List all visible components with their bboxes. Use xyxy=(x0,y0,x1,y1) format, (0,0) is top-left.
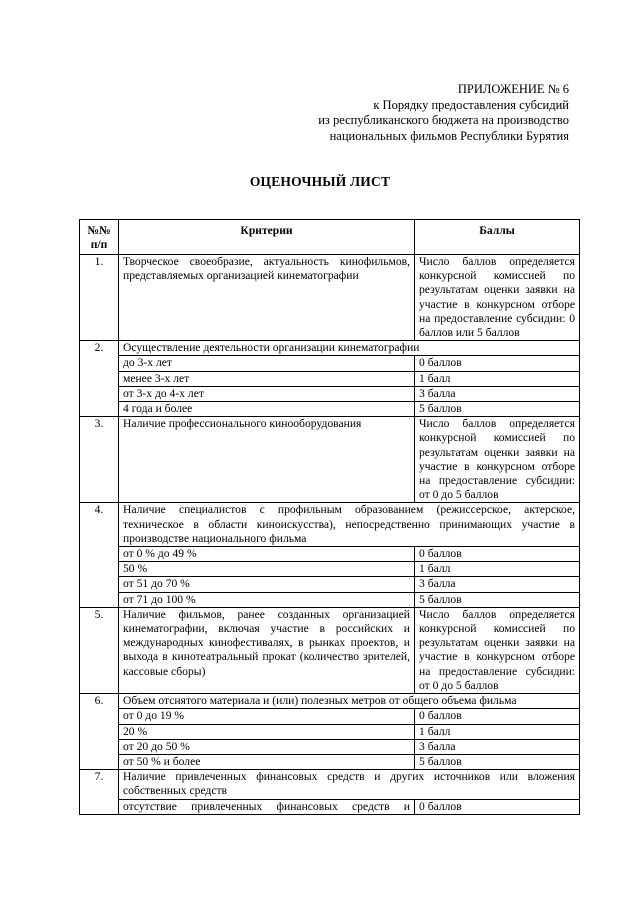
range-cell: от 0 % до 49 % xyxy=(119,547,415,562)
points-cell: 5 баллов xyxy=(415,592,580,607)
appendix-line: национальных фильмов Республики Бурятия xyxy=(329,128,569,143)
range-cell: от 20 до 50 % xyxy=(119,739,415,754)
criterion-text: Творческое своеобразие, актуальность кинофильмов, представляемых организацией кинематографии xyxy=(119,255,415,341)
table-row xyxy=(80,341,580,356)
range-cell: от 3-х до 4-х лет xyxy=(119,386,415,401)
range-cell: от 0 до 19 % xyxy=(119,709,415,724)
range-cell: от 50 % и более xyxy=(119,754,415,769)
table-row xyxy=(80,770,580,799)
points-cell: 0 баллов xyxy=(415,547,580,562)
table-subrow xyxy=(80,371,580,386)
table-subrow xyxy=(80,709,580,724)
appendix-line: к Порядку предоставления субсидий xyxy=(373,97,569,112)
column-header-criteria: Критерии xyxy=(119,220,415,255)
criterion-text: Наличие фильмов, ранее созданных организацией кинематографии, включая участие в российских и международных кинофестивалях, в рынках проектов, и выхода в кинотеатральный прокат (количество зрителей, кассовые сборы) xyxy=(119,607,415,693)
row-number: 6. xyxy=(80,694,119,770)
column-header-number-line1: №№ xyxy=(87,224,111,237)
criterion-text: Объем отснятого материала и (или) полезных метров от общего объема фильма xyxy=(119,694,580,709)
criterion-text: Наличие специалистов с профильным образованием (режиссерское, актерское, техническое в области киноискусства), непосредственно принимающих участие в производстве национального фильма xyxy=(119,503,580,547)
table-header-row xyxy=(80,220,580,255)
column-header-points: Баллы xyxy=(415,220,580,255)
row-number: 4. xyxy=(80,503,119,607)
evaluation-table xyxy=(79,219,580,815)
table-subrow xyxy=(80,799,580,814)
row-number: 5. xyxy=(80,607,119,693)
table-subrow xyxy=(80,386,580,401)
criterion-text: Осуществление деятельности организации кинематографии xyxy=(119,341,580,356)
column-header-number-line2: п/п xyxy=(90,238,108,251)
table-subrow xyxy=(80,562,580,577)
range-cell: от 71 до 100 % xyxy=(119,592,415,607)
range-cell: до 3-х лет xyxy=(119,356,415,371)
appendix-number: ПРИЛОЖЕНИЕ № 6 xyxy=(457,82,569,96)
points-cell: 3 балла xyxy=(415,577,580,592)
appendix-header xyxy=(318,82,569,144)
criterion-text: Наличие привлеченных финансовых средств и других источников или вложения собственных средств xyxy=(119,770,580,799)
table-subrow xyxy=(80,402,580,417)
table-subrow xyxy=(80,577,580,592)
row-number: 2. xyxy=(80,341,119,417)
points-cell: 3 балла xyxy=(415,386,580,401)
points-cell: 1 балл xyxy=(415,724,580,739)
points-cell: 1 балл xyxy=(415,562,580,577)
range-cell: от 51 до 70 % xyxy=(119,577,415,592)
points-cell: 0 баллов xyxy=(415,799,580,814)
table-subrow xyxy=(80,356,580,371)
page-title: ОЦЕНОЧНЫЙ ЛИСТ xyxy=(249,174,391,189)
points-cell: 1 балл xyxy=(415,371,580,386)
points-text: Число баллов определяется конкурсной комиссией по результатам оценки заявки на участие в конкурсном отборе на предоставление субсидии: от 0 до 5 баллов xyxy=(415,607,580,693)
appendix-line: из республиканского бюджета на производство xyxy=(318,113,569,128)
range-cell: 20 % xyxy=(119,724,415,739)
table-subrow xyxy=(80,547,580,562)
row-number: 3. xyxy=(80,417,119,503)
table-row xyxy=(80,417,580,503)
range-cell: менее 3-х лет xyxy=(119,371,415,386)
range-cell: 4 года и более xyxy=(119,402,415,417)
table-row xyxy=(80,503,580,547)
points-cell: 0 баллов xyxy=(415,356,580,371)
column-header-number xyxy=(80,220,119,255)
points-cell: 0 баллов xyxy=(415,709,580,724)
table-row xyxy=(80,607,580,693)
table-subrow xyxy=(80,739,580,754)
points-cell: 5 баллов xyxy=(415,754,580,769)
table-subrow xyxy=(80,592,580,607)
row-number: 7. xyxy=(80,770,119,815)
points-text: Число баллов определяется конкурсной комиссией по результатам оценки заявки на участие в конкурсном отборе на предоставление субсидии: 0 баллов или 5 баллов xyxy=(415,255,580,341)
points-text: Число баллов определяется конкурсной комиссией по результатам оценки заявки на участие в конкурсном отборе на предоставление субсидии: от 0 до 5 баллов xyxy=(415,417,580,503)
row-number: 1. xyxy=(80,255,119,341)
range-cell: отсутствие привлеченных финансовых средств и xyxy=(119,799,415,814)
criterion-text: Наличие профессионального кинооборудования xyxy=(119,417,415,503)
table-subrow xyxy=(80,724,580,739)
range-cell: 50 % xyxy=(119,562,415,577)
table-row xyxy=(80,255,580,341)
table-row xyxy=(80,694,580,709)
points-cell: 5 баллов xyxy=(415,402,580,417)
points-cell: 3 балла xyxy=(415,739,580,754)
table-subrow xyxy=(80,754,580,769)
